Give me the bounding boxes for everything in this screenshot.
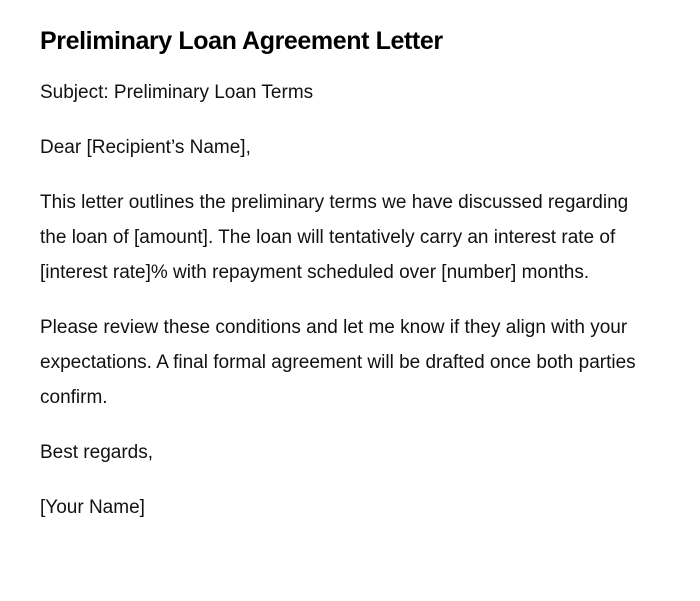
letter-body-paragraph-2: Please review these conditions and let me know if they align with your expectations. A final formal agreement will be drafted once both parties confirm. (40, 317, 636, 408)
letter-document (40, 24, 650, 525)
letter-subject: Subject: Preliminary Loan Terms (40, 82, 314, 103)
letter-closing: Best regards, (40, 442, 153, 463)
letter-greeting: Dear [Recipient’s Name], (40, 137, 251, 158)
letter-body-paragraph-1: This letter outlines the preliminary terms we have discussed regarding the loan of [amount]. The loan will tentatively carry an interest rate of [interest rate]% with repayment scheduled over [number] months. (40, 192, 629, 283)
letter-title: Preliminary Loan Agreement Letter (40, 27, 443, 55)
letter-signature: [Your Name] (40, 497, 145, 518)
